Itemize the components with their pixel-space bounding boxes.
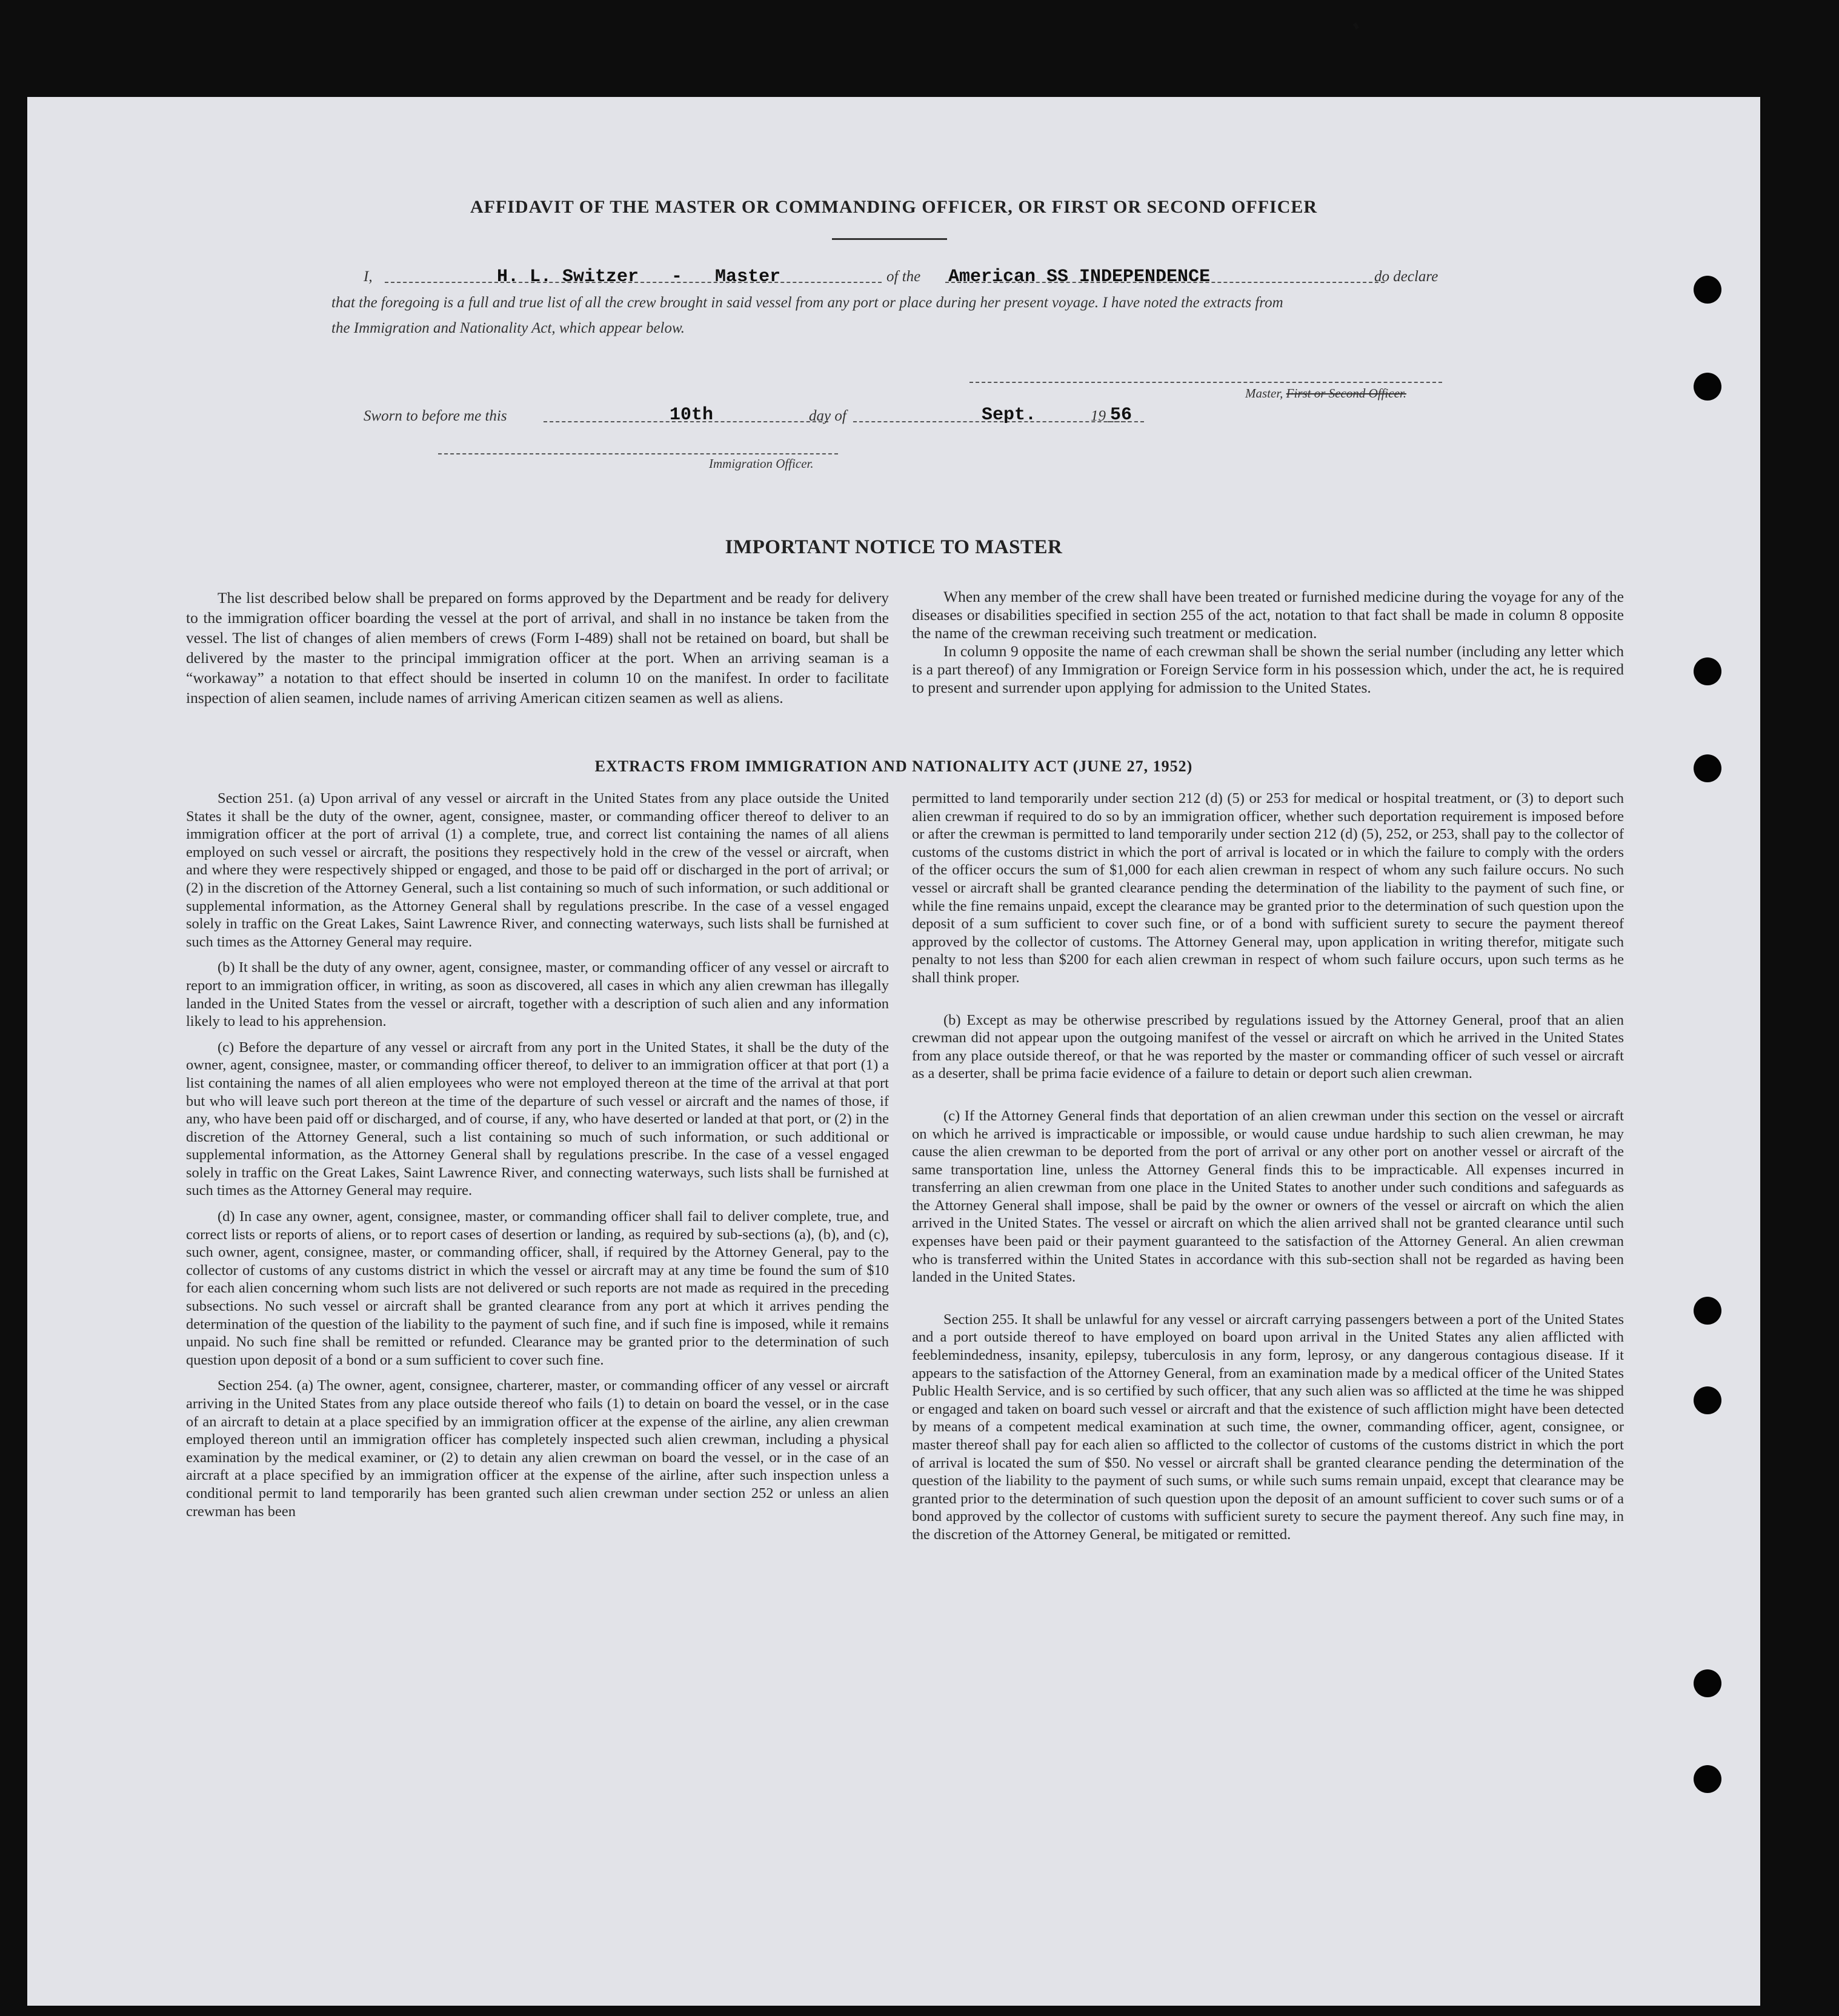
month-value: Sept. (982, 405, 1037, 425)
binder-hole (1694, 657, 1721, 685)
affidavit-line-2: that the foregoing is a full and true list of all the crew brought in said vessel from any port or place during her present voyage. I have noted the extracts from (331, 294, 1283, 311)
notice-right-paragraph-2: In column 9 opposite the name of each crewman shall be shown the serial number (including any letter which is a part thereof) of any Immigration or Foreign Service form in his possession which, under the act, he is required to present and surrender upon applying for admission to the United States. (912, 642, 1624, 696)
section-255: Section 255. It shall be unlawful for any vessel or aircraft carrying passengers between a port of the United States and a port outside thereof to have employed on board upon arrival in the United States any alien afflicted with feeblemindedness, insanity, epilepsy, tuberculosis in any form, leprosy, or any dangerous contagious disease. If it appears to the satisfaction of the Attorney General, from an examination made by a medical officer of the United States Public Health Service, and is so certified by such officer, that any such alien was so afflicted at the time he was shipped or engaged and taken on board such vessel or aircraft and that the existence of such affliction might have been detected by means of a competent medical examination at such time, the owner, commanding officer, agent, consignee, or master thereof shall pay for each alien so afflicted to the collector of customs of the customs district in which the port of arrival is located the sum of $50. No vessel or aircraft shall be granted clearance pending the determination of the question of the liability to the payment of such sums, or while such sums remain unpaid, except that clearance may be granted prior to the determination of such question upon the deposit of an amount sufficient to cover such sums or of a bond approved by the collector of customs with sufficient surety to secure the payment thereof. Any such fine may, in the discretion of the Attorney General, be mitigated or remitted. (912, 1311, 1624, 1543)
notice-left-column (186, 588, 889, 716)
binder-hole (1694, 1297, 1721, 1325)
sworn-label: Sworn to before me this (364, 408, 507, 424)
officer-signature-line (438, 453, 838, 454)
section-251-a: Section 251. (a) Upon arrival of any vessel or aircraft in the United States from any place outside the United States it shall be the duty of the owner, agent, consignee, master, or commanding officer thereof to deliver to an immigration officer at the port of arrival (1) a complete, true, and correct list containing the names of all aliens employed on such vessel or aircraft, the positions they respectively hold in the crew of the vessel or aircraft, when and where they were respectively shipped or engaged, and those to be paid off or discharged in the port of arrival; or (2) in the discretion of the Attorney General, such a list containing so much of such information, or such additional or supplemental information, as the Attorney General shall by regulations prescribe. In the case of a vessel engaged solely in traffic on the Great Lakes, Saint Lawrence River, and connecting waterways, such lists shall be furnished at such times as the Attorney General may require. (186, 790, 889, 950)
notice-left-paragraph: The list described below shall be prepared on forms approved by the Department and be ready for delivery to the immigration officer boarding the vessel at the port of arrival, and shall in no instance be taken from the vessel. The list of changes of alien members of crews (Form I-489) shall not be retained on board, but shall be delivered by the master to the principal immigration officer at the port. When an arriving seaman is a “workaway” a notation to that effect should be inserted in column 10 on the manifest. In order to facilitate inspection of alien seamen, include names of arriving American citizen seamen as well as aliens. (186, 589, 889, 707)
officer-label: Immigration Officer. (709, 456, 814, 471)
extracts-left-column (186, 790, 889, 1528)
affidavit-prefix: I, (364, 268, 373, 285)
vessel-name-value: American SS INDEPENDENCE (948, 267, 1211, 287)
notice-title: IMPORTANT NOTICE TO MASTER (725, 536, 1063, 558)
extracts-right-column (912, 790, 1624, 1552)
affidavit-line-3: the Immigration and Nationality Act, which appear below. (331, 320, 685, 336)
section-254-a: Section 254. (a) The owner, agent, consignee, charterer, master, or commanding officer of any vessel or aircraft arriving in the United States from any place outside thereof who fails (1) to detain on board the vessel, or in the case of an aircraft to detain at a place specified by an immigration officer at the expense of the airline, any alien crewman employed thereon until an immigration officer has completely inspected such alien crewman, including a physical examination by the medical examiner, or (2) to detain any alien crewman on board the vessel, or in the case of an aircraft at a place specified by an immigration officer at the expense of the airline, after such inspection unless a conditional permit to land temporarily has been granted such alien crewman under section 252 or unless an alien crewman has been (186, 1377, 889, 1520)
section-254-a-continued: permitted to land temporarily under section 212 (d) (5) or 253 for medical or hospital treatment, or (3) to deport such alien crewman if required to do so by an immigration officer, whether such deportation requirement is imposed before or after the crewman is permitted to land temporarily under section 212 (d) (5), 252, or 253, shall pay to the collector of customs of the customs district in which the port of arrival is located or in which the failure to comply with the orders of the officer occurs the sum of $1,000 for each alien crewman in respect of whom any such failure occurs. No such vessel or aircraft shall be granted clearance pending the determination of the liability to the payment of such fine, or while the fine remains unpaid, except the clearance may be granted prior to the determination of such question upon the deposit of a sum sufficient to cover such fine, or of a bond with sufficient surety to secure the payment thereof approved by the collector of customs. The Attorney General may, upon application in writing therefor, mitigate such penalty to not less than $200 for each alien crewman in respect of whom such failure occurs, upon such terms as he shall think proper. (912, 790, 1624, 986)
master-label: Master, (1245, 386, 1283, 401)
year-prefix: 19 (1091, 408, 1106, 424)
day-value: 10th (670, 405, 714, 425)
document-page (27, 97, 1760, 2006)
year-value: 56 (1110, 405, 1132, 425)
section-251-b: (b) It shall be the duty of any owner, agent, consignee, master, or commanding officer of any vessel or aircraft to report to an immigration officer, in writing, as soon as discovered, all cases in which any alien crewman has illegally landed in the United States from the vessel or aircraft, together with a description of such alien and any information likely to lead to his apprehension. (186, 959, 889, 1030)
scan-speck (1353, 22, 1359, 30)
notice-right-paragraph-1: When any member of the crew shall have been treated or furnished medicine during the voyage for any of the diseases or disabilities specified in section 255 of the act, notation to that fact shall be made in column 8 opposite the name of the crewman receiving such treatment or medication. (912, 588, 1624, 642)
title-underline (832, 238, 947, 240)
binder-hole (1694, 1765, 1721, 1793)
of-the-label: of the (886, 268, 921, 285)
extracts-title: EXTRACTS FROM IMMIGRATION AND NATIONALITY ACT (JUNE 27, 1952) (594, 757, 1193, 775)
signature-label (1245, 386, 1406, 401)
day-of-label: day of (809, 408, 846, 424)
binder-hole (1694, 1386, 1721, 1414)
binder-hole (1694, 1669, 1721, 1697)
affidavit-title: AFFIDAVIT OF THE MASTER OR COMMANDING OFFICER, OR FIRST OR SECOND OFFICER (470, 197, 1318, 217)
notice-right-column (912, 588, 1624, 705)
signature-line (969, 382, 1442, 383)
binder-hole (1694, 373, 1721, 401)
year-line (1108, 421, 1138, 422)
section-251-c: (c) Before the departure of any vessel or aircraft from any port in the United States, it shall be the duty of the owner, agent, consignee, master, or commanding officer thereof, to deliver to an immigration officer at that port (1) a list containing the names of all alien employees who were not employed thereon at the time of the arrival at that port but who will leave such port thereon at the time of the departure of such vessel or aircraft and the names of those, if any, who have been paid off or discharged, and of course, if any, who have deserted or landed at that port, or (2) in the discretion of the Attorney General, such a list containing so much of such information, or such additional or supplemental information, as the Attorney General shall by regulations prescribe. In the case of a vessel engaged solely in traffic on the Great Lakes, Saint Lawrence River, and connecting waterways, such lists shall be furnished at such times as the Attorney General may require. (186, 1039, 889, 1199)
do-declare-label: do declare (1374, 268, 1438, 285)
section-251-d: (d) In case any owner, agent, consignee, master, or commanding officer shall fail to deliver complete, true, and correct lists or reports of aliens, or to report cases of desertion or landing, as required by sub-sections (a), (b), and (c), such owner, agent, consignee, master, or commanding officer, shall, if required by the Attorney General, pay to the collector of customs of any customs district in which the vessel or aircraft may at any time be found the sum of $10 for each alien concerning whom such lists are not delivered or such reports are not made as required in the preceding subsections. No such vessel or aircraft shall be granted clearance from any port at which it arrives pending the determination of the question of the liability to the payment of such fine, and if such fine is imposed, while it remains unpaid. No such fine shall be remitted or refunded. Clearance may be granted prior to the determination of such question upon deposit of a bond or a sum sufficient to cover such fine. (186, 1208, 889, 1368)
struck-officer-label: First or Second Officer. (1286, 386, 1406, 401)
binder-hole (1694, 276, 1721, 304)
section-254-b: (b) Except as may be otherwise prescribed by regulations issued by the Attorney General, proof that an alien crewman did not appear upon the outgoing manifest of the vessel or aircraft on which he arrived in the United States from any place outside thereof, or that he was reported by the master or commanding officer of such vessel or aircraft as a deserter, shall be prima facie evidence of a failure to detain or deport such alien crewman. (912, 1011, 1624, 1082)
master-name-value: H. L. Switzer - Master (497, 267, 781, 287)
section-254-c: (c) If the Attorney General finds that deportation of an alien crewman under this section on the vessel or aircraft on which he arrived is impracticable or impossible, or would cause undue hardship to such alien crewman, he may cause the alien crewman to be deported from the port of arrival or any other port on another vessel or aircraft of the same transportation line, unless the Attorney General finds this to be impracticable. All expenses incurred in transferring an alien crewman from one place in the United States to another under such conditions and safeguards as the Attorney General shall impose, shall be paid by the owner or owners of the vessel or aircraft on which the alien arrived in the United States. The vessel or aircraft on which the alien arrived shall not be granted clearance until such expenses have been paid or their payment guaranteed to the satisfaction of the Attorney General. An alien crewman who is transferred within the United States in accordance with this sub-section shall not be regarded as having been landed in the United States. (912, 1107, 1624, 1286)
